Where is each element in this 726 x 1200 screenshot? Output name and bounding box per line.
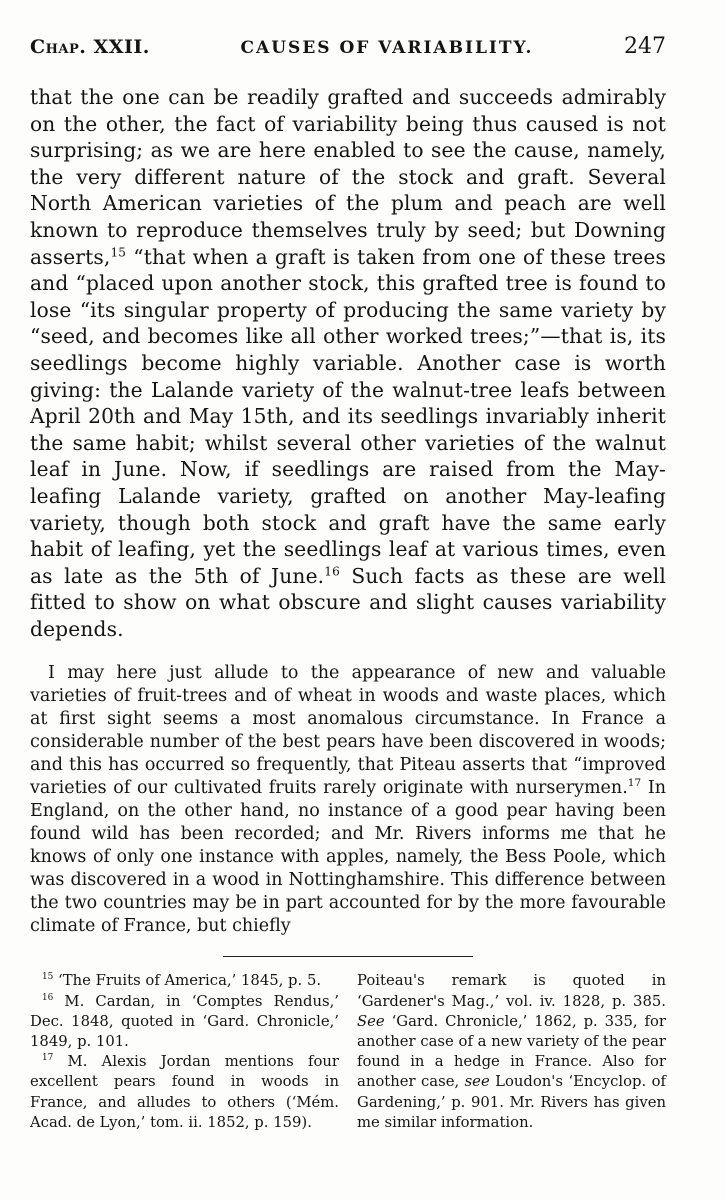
footnote-ref-16[interactable]: 16 [324, 563, 340, 578]
footnote-17-text: M. Alexis Jordan mentions four excellent pears found in woods in France, and alludes to others (‘Mém. Acad. de Lyon,’ tom. ii. 1852, p. 159). [30, 1053, 339, 1131]
footnotes-right-column [357, 971, 666, 1133]
footnote-17-number: 17 [42, 1053, 54, 1064]
chapter-label: Chap. XXII. [30, 36, 150, 58]
footnote-ref-17[interactable]: 17 [627, 777, 642, 790]
paragraph-2-text-b: In England, on the other hand, no instance of a good pear having been found wild has been recorded; and Mr. Rivers informs me that he knows of only one instance with apples, namely, the Bess Poole, which was discovered in a wood in Nottinghamshire. This difference between the two countries may be in part accounted for by the more favourable climate of France, but chiefly [30, 778, 667, 937]
chapter-title: CAUSES OF VARIABILITY. [240, 38, 534, 58]
paragraph-2-text-a: I may here just allude to the appearance of new and valuable varieties of fruit-trees and of wheat in woods and waste places, which at first sight seems a most anomalous circumstance. In France a considerable number of the best pears have been discovered in woods; and this has occurred so frequently, that Piteau asserts that “improved varieties of our cultivated fruits rarely originate with nurserymen. [30, 663, 666, 799]
footnote-15 [30, 971, 339, 991]
footnote-cont-see-1: See [357, 1012, 385, 1030]
footnote-cont-text-b: ‘Gard. Chronicle,’ 1862, p. 335, for another case of a new variety of the pear found in a hedge in France. Also for another case, [357, 1012, 666, 1091]
running-head [30, 34, 666, 74]
paragraph-1 [30, 84, 666, 642]
footnote-15-number: 15 [42, 972, 54, 983]
footnote-continuation [357, 971, 666, 1133]
footnotes [30, 971, 666, 1133]
footnote-divider [223, 956, 473, 957]
footnote-ref-15[interactable]: 15 [110, 244, 127, 259]
footnote-16-number: 16 [42, 992, 54, 1003]
page-number: 247 [624, 34, 666, 59]
footnote-cont-text-c: Loudon's ‘Encyclop. of Gardening,’ p. 901. Mr. Rivers has given me similar information. [357, 1073, 666, 1131]
footnote-cont-text-a: Poiteau's remark is quoted in ‘Gardener's Mag.,’ vol. iv. 1828, p. 385. [357, 972, 666, 1010]
paragraph-1-text-b: “that when a graft is taken from one of these trees and “placed upon another stock, this grafted tree is found to lose “its singular property of producing the same variety by “seed, and becomes like all other worked trees;”—that is, its seedlings become highly variable. Another case is worth giving: the Lalande variety of the walnut-tree leafs between April 20th and May 15th, and its seedlings invariably inherit the same habit; whilst several other varieties of the walnut leaf in June. Now, if seedlings are raised from the May-leafing Lalande variety, grafted on another May-leafing variety, though both stock and graft have the same early habit of leafing, yet the seedlings leaf at various times, even as late as the 5th of June. [30, 244, 666, 588]
paragraph-1-text-a: that the one can be readily grafted and succeeds admirably on the other, the fact of variability being thus caused is not surprising; as we are here enabled to see the cause, namely, the very different nature of the stock and graft. Several North American varieties of the plum and peach are well known to reproduce themselves truly by seed; but Downing asserts, [30, 85, 666, 269]
book-page [30, 34, 666, 1133]
paragraph-1-text-c: Such facts as these are well fitted to show on what obscure and slight causes variability depends. [30, 563, 666, 641]
footnotes-left-column [30, 971, 339, 1133]
paragraph-2 [30, 662, 666, 938]
footnote-16 [30, 992, 339, 1053]
footnote-16-text: M. Cardan, in ‘Comptes Rendus,’ Dec. 1848, quoted in ‘Gard. Chronicle,’ 1849, p. 101. [30, 992, 339, 1051]
footnote-15-text: ‘The Fruits of America,’ 1845, p. 5. [53, 972, 322, 990]
footnote-cont-see-2: see [464, 1073, 490, 1091]
footnote-17 [30, 1052, 339, 1133]
